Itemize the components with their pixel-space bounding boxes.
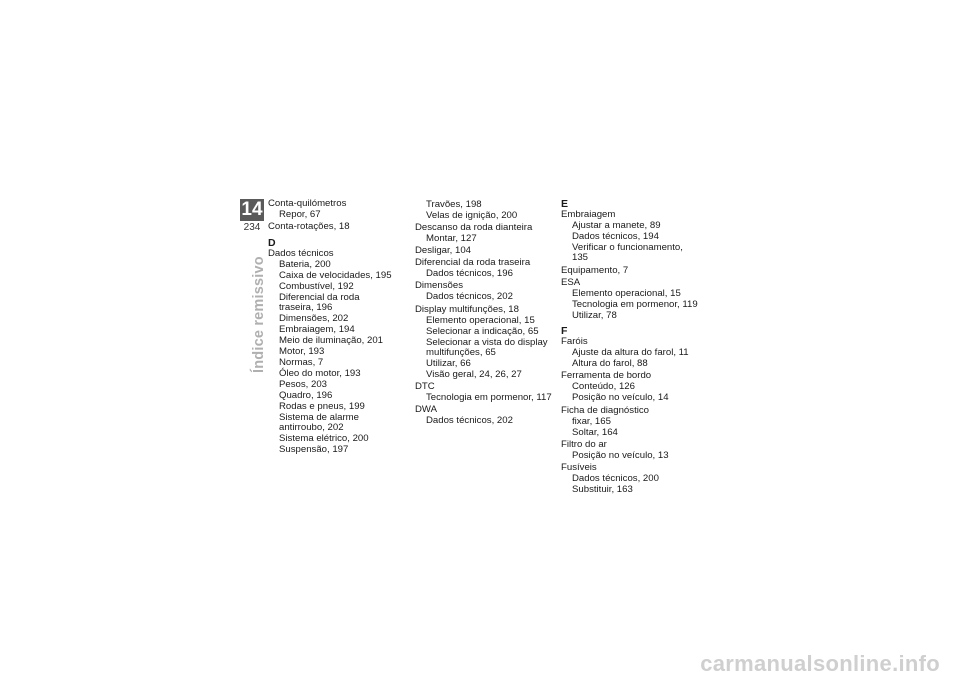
index-subentry: Normas, 7 (279, 357, 324, 369)
index-column-2 (415, 199, 555, 429)
watermark: carmanualsonline.info (700, 651, 940, 676)
index-subentry: Dimensões, 202 (279, 313, 349, 325)
index-subentry: Montar, 127 (426, 232, 477, 244)
index-entry (268, 222, 408, 232)
index-subentry: Dados técnicos, 202 (426, 415, 513, 427)
index-term: Fusíveis (561, 462, 597, 474)
index-entry (415, 258, 555, 279)
index-entry (561, 337, 701, 369)
index-entry (561, 266, 701, 276)
index-entry (561, 440, 701, 461)
chapter-tab (240, 199, 264, 235)
index-entry (415, 405, 555, 426)
index-term: ESA (561, 276, 581, 288)
index-subentry: Utilizar, 66 (426, 358, 471, 370)
index-subentry: Rodas e pneus, 199 (279, 401, 365, 413)
index-entry (415, 305, 555, 381)
index-subentry: Utilizar, 78 (572, 309, 617, 321)
index-subentry: Caixa de velocidades, 195 (279, 269, 392, 281)
index-entry (268, 199, 408, 220)
index-subentry: Posição no veículo, 13 (572, 449, 669, 461)
index-entry (561, 210, 701, 264)
index-subentry: Tecnologia em pormenor, 117 (426, 392, 552, 404)
index-subentry: Visão geral, 24, 26, 27 (426, 369, 522, 381)
index-term: Ferramenta de bordo (561, 370, 652, 382)
index-subentry: Verificar o funcionamento, 135 (572, 242, 683, 264)
index-subentry: Altura do farol, 88 (572, 358, 648, 370)
index-term: Conta-rotações, 18 (268, 221, 350, 233)
page-number: 234 (243, 222, 261, 233)
index-entry (415, 246, 555, 256)
index-subentry: Ajuste da altura do farol, 11 (572, 347, 689, 359)
index-term: Dados técnicos (268, 247, 334, 259)
index-subentry: Suspensão, 197 (279, 444, 349, 456)
index-term: Display multifunções, 18 (415, 303, 519, 315)
index-subentry: fixar, 165 (572, 415, 611, 427)
index-term: Ficha de diagnóstico (561, 404, 649, 416)
index-term: Faróis (561, 336, 588, 348)
index-subentry: Meio de iluminação, 201 (279, 335, 383, 347)
index-subentry: Substituir, 163 (572, 484, 633, 496)
index-subentry: Posição no veículo, 14 (572, 392, 669, 404)
index-subentry: Motor, 193 (279, 346, 325, 358)
index-subentry: Quadro, 196 (279, 390, 333, 402)
index-entry (415, 281, 555, 302)
section-title: Índice remissivo (251, 256, 267, 373)
index-letter-heading: E (561, 198, 569, 210)
index-subentry: Elemento operacional, 15 (426, 314, 535, 326)
index-subentry: Conteúdo, 126 (572, 381, 635, 393)
index-term: DWA (415, 404, 438, 416)
index-subentry: Selecionar a indicação, 65 (426, 325, 539, 337)
index-term: Filtro do ar (561, 438, 607, 450)
index-subentry: Velas de ignição, 200 (426, 209, 518, 221)
index-term: Embraiagem (561, 209, 616, 220)
index-entry (561, 406, 701, 438)
index-subentry: Selecionar a vista do display multifunções, 65 (426, 336, 548, 359)
index-entry (561, 371, 701, 403)
index-entry (415, 223, 555, 244)
index-subentry: Sistema elétrico, 200 (279, 433, 369, 445)
index-subentry: Dados técnicos, 202 (426, 291, 513, 303)
index-column-3 (561, 199, 701, 497)
index-subentry: Embraiagem, 194 (279, 324, 355, 336)
index-subentry: Sistema de alarme antirroubo, 202 (279, 412, 359, 434)
index-term: DTC (415, 381, 435, 393)
index-subentry: Pesos, 203 (279, 379, 328, 391)
index-term: Conta-quilómetros (268, 198, 347, 209)
index-column-1 (268, 199, 408, 458)
index-term: Descanso da roda dianteira (415, 221, 533, 233)
index-letter-heading: D (268, 236, 276, 249)
index-letter-heading: F (561, 325, 568, 338)
index-subentry: Elemento operacional, 15 (572, 287, 681, 299)
index-subentry: Ajustar a manete, 89 (572, 220, 661, 231)
index-subentry: Tecnologia em pormenor, 119 (572, 298, 698, 310)
chapter-number: 14 (241, 199, 263, 220)
index-entry (561, 463, 701, 495)
index-entry (561, 278, 701, 321)
index-subentry: Dados técnicos, 200 (572, 473, 659, 485)
index-term: Dimensões (415, 280, 463, 292)
index-subentry: Bateria, 200 (279, 258, 331, 270)
index-subentry: Combustível, 192 (279, 280, 354, 292)
index-entry (268, 249, 408, 456)
index-term: Desligar, 104 (415, 245, 471, 256)
index-entry (415, 382, 555, 403)
index-subentry: Repor, 67 (279, 209, 321, 220)
index-subentry: Dados técnicos, 196 (426, 268, 513, 280)
index-subentry: Soltar, 164 (572, 426, 618, 438)
index-term: Equipamento, 7 (561, 264, 629, 276)
index-subentry: Óleo do motor, 193 (279, 368, 361, 380)
index-entry (415, 200, 555, 221)
index-subentry: Travões, 198 (426, 198, 482, 210)
index-term: Diferencial da roda traseira (415, 257, 531, 269)
index-subentry: Diferencial da roda traseira, 196 (279, 291, 360, 314)
index-subentry: Dados técnicos, 194 (572, 231, 659, 242)
